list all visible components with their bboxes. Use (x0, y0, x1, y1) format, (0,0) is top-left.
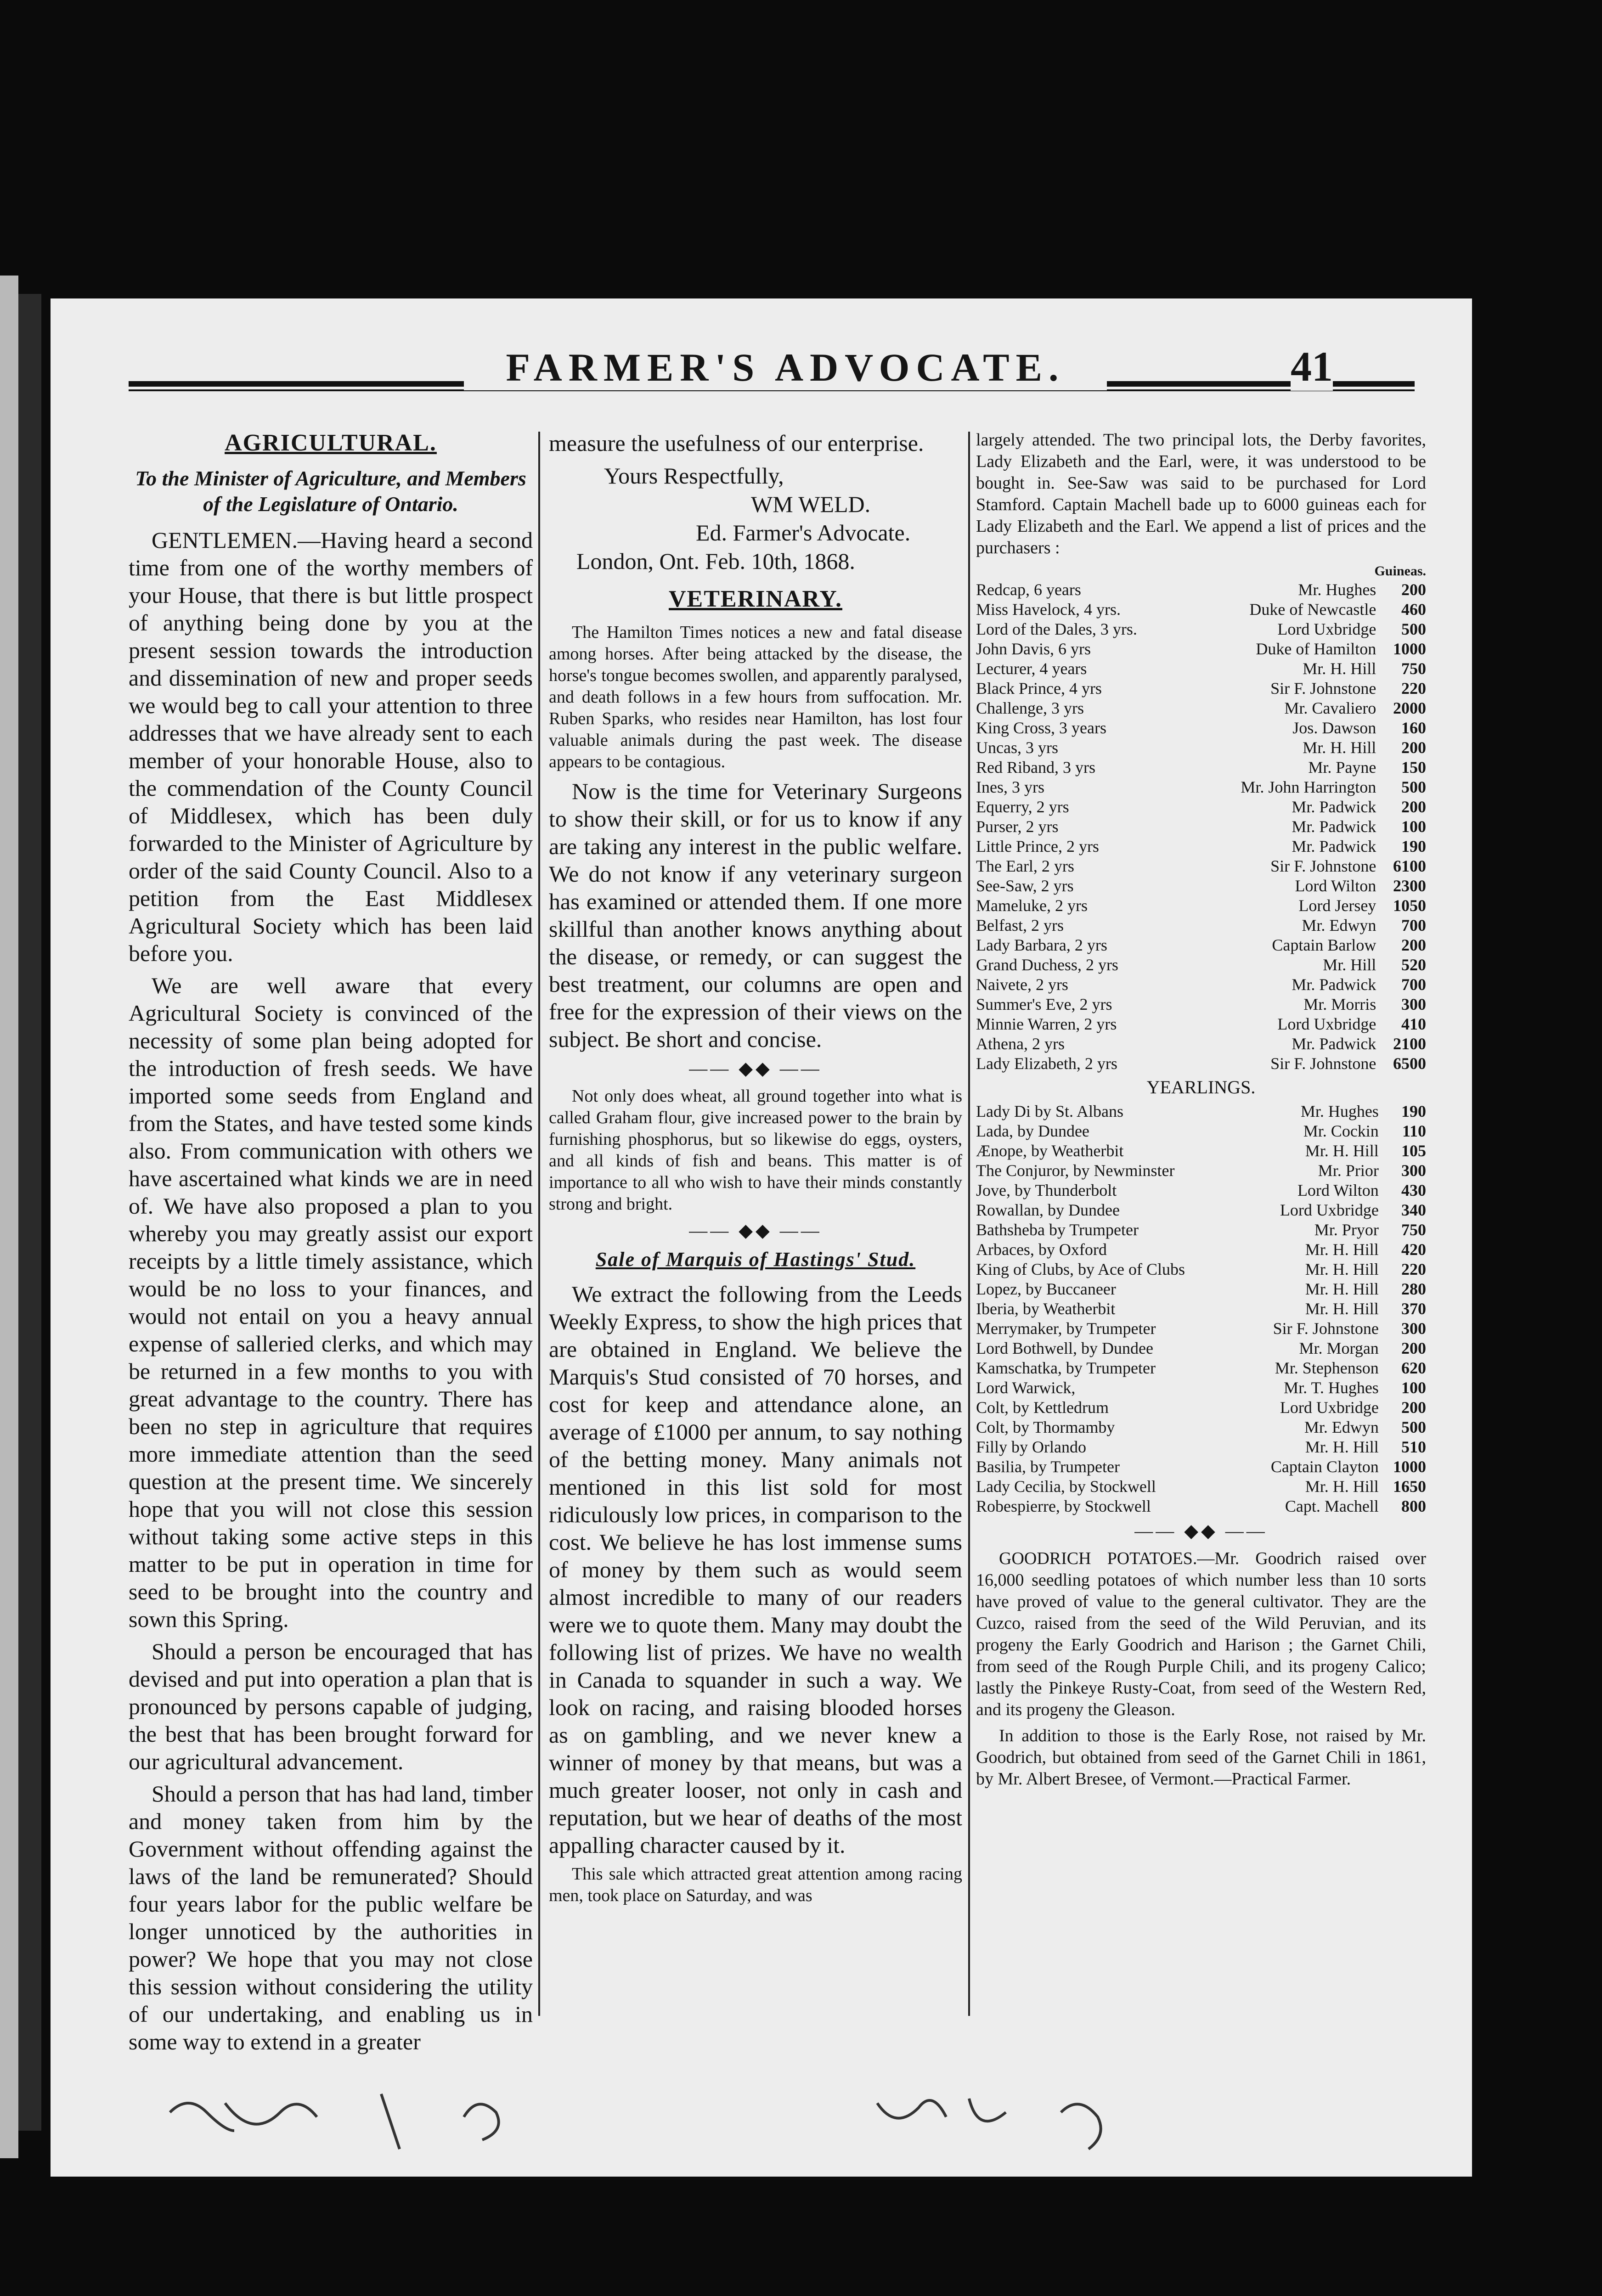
buyer-name: Mr. Morgan (1299, 1339, 1379, 1357)
section-divider: —— ◆◆ —— (689, 1058, 822, 1079)
horse-name: Challenge, 3 yrs (976, 699, 1084, 717)
wheat-paragraph: Not only does wheat, all ground together into what is called Graham flour, give increased power to the brain by furnishing phosphorus, but so likewise do eggs, oysters, and all kinds of fish and beans. This matter is of importance to all who wish to have their minds constantly strong and bright. (549, 1086, 962, 1214)
horse-name: Ænope, by Weatherbit (976, 1142, 1124, 1160)
signature-name: WM WELD. (751, 491, 871, 517)
buyer-name: Mr. H. Hill (1305, 1142, 1379, 1160)
price-row (976, 619, 1426, 639)
buyer-name: Mr. Cavaliero (1284, 699, 1376, 717)
buyer-name: Capt. Machell (1285, 1497, 1379, 1515)
price-row (976, 1054, 1426, 1074)
price-row (976, 876, 1426, 896)
price-value: 6100 (1393, 857, 1426, 875)
horse-name: Lady Di by St. Albans (976, 1102, 1123, 1120)
price-row (976, 1240, 1426, 1260)
letter-continuation: measure the usefulness of our enterprise. (549, 430, 924, 456)
price-row (976, 935, 1426, 955)
price-value: 520 (1401, 956, 1426, 974)
horse-name: King of Clubs, by Ace of Clubs (976, 1260, 1185, 1278)
price-row (976, 817, 1426, 837)
horse-name: Basilia, by Trumpeter (976, 1458, 1120, 1476)
horse-name: Athena, 2 yrs (976, 1035, 1065, 1053)
price-row (976, 995, 1426, 1014)
price-value: 220 (1401, 679, 1426, 698)
price-row (976, 1161, 1426, 1181)
buyer-name: Mr. Cockin (1303, 1122, 1379, 1140)
horse-name: The Earl, 2 yrs (976, 857, 1074, 875)
buyer-name: Mr. Pryor (1314, 1221, 1379, 1239)
horse-name: Redcap, 6 years (976, 580, 1081, 599)
horse-name: Mameluke, 2 yrs (976, 896, 1088, 915)
price-value: 460 (1401, 600, 1426, 619)
price-row (976, 1437, 1426, 1457)
letter-paragraph: Should a person that has had land, timber and money taken from him by the Government without offending against the laws of the land be remunerated? Should four years labor for the public welfare be longer unnoticed by the authorities in power? We hope that you may not close this session without considering the utility of our undertaking, and enabling us in some way to extend in a greater (129, 1781, 533, 2054)
horse-name: Merrymaker, by Trumpeter (976, 1319, 1156, 1338)
buyer-name: Sir F. Johnstone (1273, 1319, 1379, 1338)
buyer-name: Mr. Hill (1323, 956, 1376, 974)
masthead-title: FARMER'S ADVOCATE. (464, 344, 1107, 390)
price-value: 1650 (1393, 1477, 1426, 1496)
horse-name: John Davis, 6 yrs (976, 640, 1091, 658)
buyer-name: Duke of Newcastle (1249, 600, 1376, 619)
buyer-name: Mr. H. Hill (1303, 738, 1376, 757)
price-value: 300 (1401, 995, 1426, 1013)
horse-name: Lord Warwick, (976, 1379, 1076, 1397)
horse-name: Lecturer, 4 years (976, 659, 1087, 678)
price-value: 2100 (1393, 1035, 1426, 1053)
buyer-name: Captain Barlow (1272, 936, 1376, 954)
price-row (976, 1477, 1426, 1497)
price-row (976, 580, 1426, 600)
horse-name: Belfast, 2 yrs (976, 916, 1064, 934)
horse-name: Rowallan, by Dundee (976, 1201, 1120, 1219)
buyer-name: Lord Uxbridge (1277, 620, 1376, 638)
horse-name: Red Riband, 3 yrs (976, 758, 1095, 777)
buyer-name: Mr. Morris (1303, 995, 1376, 1013)
price-value: 280 (1401, 1280, 1426, 1298)
horse-name: Lady Barbara, 2 yrs (976, 936, 1107, 954)
price-value: 6500 (1393, 1054, 1426, 1073)
buyer-name: Mr. H. Hill (1305, 1300, 1379, 1318)
price-value: 200 (1401, 798, 1426, 816)
horse-name: Lada, by Dundee (976, 1122, 1089, 1140)
buyer-name: Duke of Hamilton (1256, 640, 1376, 658)
buyer-name: Mr. Padwick (1292, 798, 1376, 816)
horse-name: Lady Cecilia, by Stockwell (976, 1477, 1156, 1496)
price-value: 200 (1401, 580, 1426, 599)
guineas-label: Guineas. (1374, 563, 1426, 579)
price-row (976, 1102, 1426, 1121)
price-value: 110 (1402, 1122, 1426, 1140)
price-row (976, 1378, 1426, 1398)
buyer-name: Sir F. Johnstone (1270, 857, 1376, 875)
price-value: 750 (1401, 659, 1426, 678)
price-value: 1050 (1393, 896, 1426, 915)
buyer-name: Mr. Padwick (1292, 817, 1376, 836)
horse-name: Filly by Orlando (976, 1438, 1086, 1456)
price-row (976, 896, 1426, 916)
page-number: 41 (1291, 343, 1333, 390)
buyer-name: Sir F. Johnstone (1270, 1054, 1376, 1073)
handwritten-scribbles (142, 2085, 1382, 2167)
price-value: 410 (1401, 1015, 1426, 1033)
column-prices (976, 429, 1426, 1795)
buyer-name: Mr. Stephenson (1275, 1359, 1379, 1377)
price-row (976, 1200, 1426, 1220)
price-value: 500 (1401, 1418, 1426, 1436)
buyer-name: Mr. Edwyn (1302, 916, 1376, 934)
horse-name: Equerry, 2 yrs (976, 798, 1069, 816)
price-value: 200 (1401, 738, 1426, 757)
price-value: 750 (1401, 1221, 1426, 1239)
price-value: 370 (1401, 1300, 1426, 1318)
price-row (976, 1457, 1426, 1477)
price-row (976, 659, 1426, 679)
buyer-name: Mr. H. Hill (1305, 1260, 1379, 1278)
horse-name: Lady Elizabeth, 2 yrs (976, 1054, 1117, 1073)
price-row (976, 639, 1426, 659)
buyer-name: Jos. Dawson (1292, 719, 1376, 737)
column-veterinary (549, 429, 962, 1911)
signature-date: London, Ont. Feb. 10th, 1868. (576, 548, 855, 574)
horse-name: Naivete, 2 yrs (976, 975, 1068, 994)
buyer-name: Mr. H. Hill (1305, 1438, 1379, 1456)
buyer-name: Mr. Edwyn (1304, 1418, 1379, 1436)
price-value: 160 (1401, 719, 1426, 737)
letter-paragraph: We are well aware that every Agricultural Society is convinced of the necessity of some plan being adopted for the introduction of fresh seeds. We have imported some seeds from England and from the States, and have tested some kinds also. From communication with others we have ascertained what kinds we are in need of. We have also proposed a plan to you whereby you may greatly assist our export receipts by a little timely assistance, which would be no loss to your finances, and would not entail on you a heavy annual expense of salleried clerks, and which may be returned in a few months to you with great advantage to the country. There has been no step in agriculture that requires more immediate attention than the seed question at the present time. We sincerely hope that you will not close this session without taking some active steps in this matter to be put in operation in time for seed to be brought into the country and sown this Spring. (129, 973, 533, 1632)
horse-name: Little Prince, 2 yrs (976, 837, 1099, 855)
buyer-name: Lord Wilton (1295, 877, 1376, 895)
binding-shadow (18, 294, 41, 2131)
yearlings-heading: YEARLINGS. (1146, 1077, 1256, 1097)
price-value: 300 (1401, 1319, 1426, 1338)
buyer-name: Lord Uxbridge (1280, 1398, 1379, 1417)
price-row (976, 679, 1426, 698)
price-row (976, 955, 1426, 975)
price-row (976, 1398, 1426, 1418)
price-row (976, 1181, 1426, 1200)
horse-name: Miss Havelock, 4 yrs. (976, 600, 1121, 619)
horse-name: Lopez, by Buccaneer (976, 1280, 1116, 1298)
price-row (976, 856, 1426, 876)
horse-name: Robespierre, by Stockwell (976, 1497, 1151, 1515)
buyer-name: Mr. Prior (1318, 1161, 1379, 1180)
price-value: 700 (1401, 916, 1426, 934)
price-value: 190 (1401, 837, 1426, 855)
column-agricultural (129, 429, 533, 2060)
price-row (976, 1279, 1426, 1299)
buyer-name: Mr. Padwick (1292, 975, 1376, 994)
price-value: 800 (1401, 1497, 1426, 1515)
veterinary-heading: VETERINARY. (668, 586, 842, 612)
horse-name: Uncas, 3 yrs (976, 738, 1058, 757)
price-value: 200 (1401, 936, 1426, 954)
horse-name: King Cross, 3 years (976, 719, 1106, 737)
buyer-name: Mr. Payne (1308, 758, 1376, 777)
section-divider: —— ◆◆ —— (689, 1220, 822, 1241)
buyer-name: Mr. H. Hill (1305, 1477, 1379, 1496)
sale-intro: largely attended. The two principal lots, the Derby favorites, Lady Elizabeth and the Earl, were, it was understood to be bought in. See-Saw was said to be purchased for Lord Stamford. Captain Machell bade up to 6000 guineas each for Lady Elizabeth and the Earl. We append a list of prices and the purchasers : (976, 430, 1426, 557)
buyer-name: Mr. H. Hill (1305, 1240, 1379, 1259)
column-rule-1 (538, 432, 540, 2016)
sales-price-table (976, 580, 1426, 1074)
price-value: 500 (1401, 620, 1426, 638)
buyer-name: Mr. H. Hill (1303, 659, 1376, 678)
sale-heading: Sale of Marquis of Hastings' Stud. (595, 1248, 916, 1271)
letter-paragraph: Should a person be encouraged that has devised and put into operation a plan that is pronounced by persons capable of judging, the best that has been brought forward for our agricultural advancement. (129, 1638, 533, 1774)
buyer-name: Lord Wilton (1297, 1181, 1379, 1199)
potatoes-paragraph: GOODRICH POTATOES.—Mr. Goodrich raised over 16,000 seedling potatoes of which number less than 10 sorts have proved of value to the general cultivator. They are the Cuzco, raised from the seed of the Wild Peruvian, and its progeny the Early Goodrich and Harison ; the Garnet Chili, from seed of the Rough Purple Chili, and its progeny Calico; lastly the Pinkeye Rusty-Coat, from seed of the Western Red, and its progeny the Gleason. (976, 1549, 1426, 1719)
price-value: 150 (1401, 758, 1426, 777)
buyer-name: Mr. Padwick (1292, 837, 1376, 855)
letter-closing: Yours Respectfully, (604, 463, 784, 489)
price-row (976, 1339, 1426, 1358)
price-row (976, 1220, 1426, 1240)
price-value: 430 (1401, 1181, 1426, 1199)
letter-paragraph: GENTLEMEN.—Having heard a second time from one of the worthy members of your House, that there is but little prospect of anything being done by you at the present session towards the introduction and dissemination of new and proper seeds we would beg to call your attention to three addresses that we have already sent to each member of your honorable House, also to the commendation of the County Council of Middlesex, which has been duly forwarded to the Minister of Agriculture by order of the said County Council. Also to a petition from the East Middlesex Agricultural Society which has been laid before you. (129, 527, 533, 966)
price-value: 220 (1401, 1260, 1426, 1278)
price-row (976, 797, 1426, 817)
price-row (976, 738, 1426, 758)
price-row (976, 1141, 1426, 1161)
buyer-name: Mr. Hughes (1300, 1102, 1379, 1120)
signature-title: Ed. Farmer's Advocate. (696, 520, 911, 546)
horse-name: Black Prince, 4 yrs (976, 679, 1102, 698)
price-value: 500 (1401, 778, 1426, 796)
horse-name: The Conjuror, by Newminster (976, 1161, 1175, 1180)
price-row (976, 975, 1426, 995)
price-row (976, 758, 1426, 777)
buyer-name: Lord Uxbridge (1277, 1015, 1376, 1033)
price-value: 190 (1401, 1102, 1426, 1120)
buyer-name: Lord Uxbridge (1280, 1201, 1379, 1219)
price-row (976, 1299, 1426, 1319)
price-value: 2300 (1393, 877, 1426, 895)
horse-name: Colt, by Thormamby (976, 1418, 1115, 1436)
buyer-name: Sir F. Johnstone (1270, 679, 1376, 698)
price-row (976, 1319, 1426, 1339)
price-row (976, 1014, 1426, 1034)
price-row (976, 916, 1426, 935)
horse-name: Minnie Warren, 2 yrs (976, 1015, 1117, 1033)
horse-name: Lord Bothwell, by Dundee (976, 1339, 1153, 1357)
price-row (976, 1358, 1426, 1378)
price-row (976, 1034, 1426, 1054)
letter-address: To the Minister of Agriculture, and Members of the Legislature of Ontario. (135, 467, 526, 516)
horse-name: Colt, by Kettledrum (976, 1398, 1109, 1417)
horse-name: See-Saw, 2 yrs (976, 877, 1074, 895)
price-value: 510 (1401, 1438, 1426, 1456)
price-value: 420 (1401, 1240, 1426, 1259)
price-value: 1000 (1393, 640, 1426, 658)
column-rule-2 (968, 432, 970, 2016)
agricultural-heading: AGRICULTURAL. (225, 430, 437, 456)
buyer-name: Mr. T. Hughes (1284, 1379, 1379, 1397)
horse-name: Iberia, by Weatherbit (976, 1300, 1116, 1318)
horse-name: Bathsheba by Trumpeter (976, 1221, 1139, 1239)
horse-name: Jove, by Thunderbolt (976, 1181, 1117, 1199)
veterinary-paragraph: Now is the time for Veterinary Surgeons to show their skill, or for us to know if any are taking any interest in the public welfare. We do not know if any veterinary surgeon has examined or attended them. If one more skillful than another knows anything about the disease, or remedy, or can suggest the best treatment, our columns are open and free for the expression of their views on the subject. Be short and concise. (549, 778, 962, 1052)
buyer-name: Mr. H. Hill (1305, 1280, 1379, 1298)
horse-name: Kamschatka, by Trumpeter (976, 1359, 1156, 1377)
price-value: 200 (1401, 1339, 1426, 1357)
price-row (976, 718, 1426, 738)
buyer-name: Lord Jersey (1298, 896, 1376, 915)
potatoes-paragraph: In addition to those is the Early Rose, not raised by Mr. Goodrich, but obtained from seed of the Garnet Chili in 1861, by Mr. Albert Bresee, of Vermont.—Practical Farmer. (976, 1726, 1426, 1789)
horse-name: Grand Duchess, 2 yrs (976, 956, 1118, 974)
price-row (976, 1121, 1426, 1141)
horse-name: Arbaces, by Oxford (976, 1240, 1107, 1259)
price-value: 2000 (1393, 699, 1426, 717)
price-value: 340 (1401, 1201, 1426, 1219)
price-value: 100 (1401, 817, 1426, 836)
yearlings-price-table (976, 1102, 1426, 1516)
price-value: 700 (1401, 975, 1426, 994)
price-row (976, 1497, 1426, 1516)
buyer-name: Captain Clayton (1270, 1458, 1379, 1476)
price-value: 100 (1401, 1379, 1426, 1397)
section-divider: —— ◆◆ —— (1134, 1520, 1268, 1541)
horse-name: Purser, 2 yrs (976, 817, 1059, 836)
price-row (976, 1260, 1426, 1279)
price-value: 300 (1401, 1161, 1426, 1180)
price-row (976, 777, 1426, 797)
horse-name: Summer's Eve, 2 yrs (976, 995, 1112, 1013)
horse-name: Lord of the Dales, 3 yrs. (976, 620, 1137, 638)
sale-paragraph: This sale which attracted great attention among racing men, took place on Saturday, and was (549, 1864, 962, 1905)
binding-edge (0, 276, 18, 2158)
price-row (976, 1418, 1426, 1437)
price-row (976, 698, 1426, 718)
newspaper-page (51, 298, 1472, 2177)
price-value: 200 (1401, 1398, 1426, 1417)
buyer-name: Mr. Padwick (1292, 1035, 1376, 1053)
horse-name: Ines, 3 yrs (976, 778, 1044, 796)
veterinary-paragraph: The Hamilton Times notices a new and fatal disease among horses. After being attacked by the disease, the horse's tongue becomes swollen, and apparently paralysed, and death follows in a few hours from suffocation. Mr. Ruben Sparks, who resides near Hamilton, has lost four valuable animals during the past week. The disease appears to be contagious. (549, 623, 962, 771)
buyer-name: Mr. Hughes (1298, 580, 1376, 599)
sale-paragraph: We extract the following from the Leeds Weekly Express, to show the high prices that are obtained in England. We believe the Marquis's Stud consisted of 70 horses, and cost for keep and attendance alone, an average of £1000 per annum, to say nothing of the betting money. Many animals not mentioned in this list sold for most ridiculously low prices, in comparison to the cost. We believe he has lost immense sums of money by them such as would seem almost incredible to many of our readers were we to quote them. Many may doubt the following list of prizes. We have no wealth in Canada to squander in such a way. We look on racing, and raising blooded horses as on gambling, and we never knew a winner of money by that means, but was a much greater looser, not only in cash and reputation, but we hear of deaths of the most appalling character caused by it. (549, 1281, 962, 1858)
price-row (976, 837, 1426, 856)
price-value: 105 (1401, 1142, 1426, 1160)
price-value: 1000 (1393, 1458, 1426, 1476)
price-value: 620 (1401, 1359, 1426, 1377)
price-row (976, 600, 1426, 619)
buyer-name: Mr. John Harrington (1241, 778, 1376, 796)
